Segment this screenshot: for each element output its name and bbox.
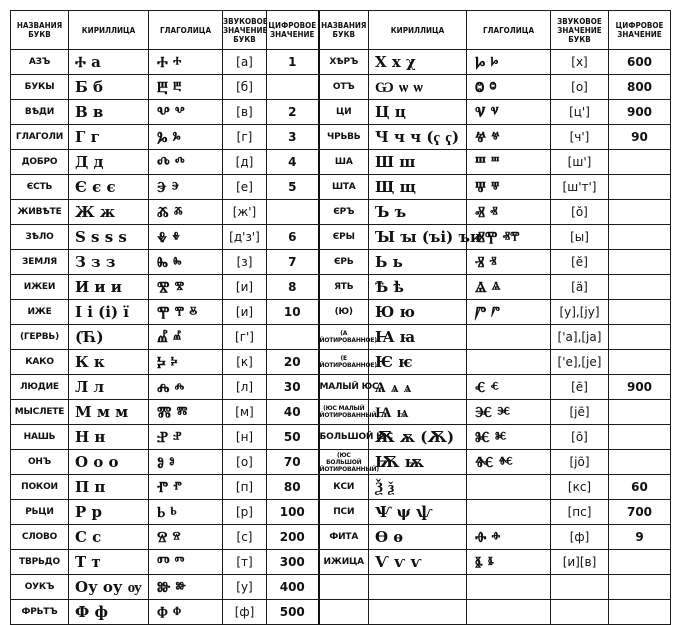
header-sound-2: ЗВУКОВОЕ ЗНАЧЕНИЕ БУКВ [551, 11, 609, 50]
right-cyr-cell: Ꙗ ꙗ [369, 325, 467, 350]
left-num-cell: 500 [267, 600, 319, 625]
right-gla-cell: ⰟⰉ ⱏⰹ [467, 225, 551, 250]
left-gla-cell: Ⰹ ⰹ ⰻ [149, 300, 223, 325]
left-gla-cell: Ⱇ ⱇ [149, 600, 223, 625]
table-row [11, 500, 671, 525]
left-snd-cell: [и] [223, 275, 267, 300]
left-snd-cell: [г'] [223, 325, 267, 350]
left-num-cell: 30 [267, 375, 319, 400]
right-cyr-cell: Ъ ъ [369, 200, 467, 225]
right-cyr-cell: Ш ш [369, 150, 467, 175]
header-cyrillic: КИРИЛЛИЦА [69, 11, 149, 50]
table-row [11, 600, 671, 625]
header-numeric: ЦИФРОВОЕ ЗНАЧЕНИЕ [267, 11, 319, 50]
table-row [11, 250, 671, 275]
right-name-cell: (ЮС БОЛЬШОЙ ЙОТИРОВАННЫЙ) [319, 451, 379, 473]
left-cyr-cell: К к [69, 350, 149, 375]
table-row [11, 550, 671, 575]
left-num-cell: 400 [267, 575, 319, 600]
left-num-cell: 6 [267, 225, 319, 250]
right-snd-cell: [х] [551, 50, 609, 75]
left-gla-cell: Ⱂ ⱂ [149, 475, 223, 500]
left-cyr-cell: Н н [69, 425, 149, 450]
table-row [11, 475, 671, 500]
header-glagolitic-2: ГЛАГОЛИЦА [467, 11, 551, 50]
right-snd-cell: [ẽ] [551, 375, 609, 400]
right-snd-cell [551, 575, 609, 600]
right-cyr-cell: Ꙑ ꙑ (ъі) ъи [369, 225, 467, 250]
right-gla-cell: Ⱔ ⱔ [467, 375, 551, 400]
right-gla-cell: Ⱚ ⱚ [467, 525, 551, 550]
right-gla-cell [467, 350, 551, 375]
table-row [11, 350, 671, 375]
right-cyr-cell: Ѯ ѯ [369, 475, 467, 500]
left-snd-cell: [с] [223, 525, 267, 550]
left-snd-cell: [р] [223, 500, 267, 525]
left-num-cell: 5 [267, 175, 319, 200]
right-cyr-cell: Ѭ ѭ [369, 450, 467, 475]
header-names-2: НАЗВАНИЯ БУКВ [319, 11, 369, 50]
right-name-cell: ЄРЬ [319, 250, 369, 275]
left-num-cell: 300 [267, 550, 319, 575]
left-name-cell: ВѢДИ [11, 100, 69, 125]
right-num-cell: 900 [609, 100, 671, 125]
right-gla-cell [467, 575, 551, 600]
right-num-cell [609, 225, 671, 250]
right-cyr-cell: Х х χ [369, 50, 467, 75]
left-cyr-cell: Б б [69, 75, 149, 100]
right-cyr-cell: Ю ю [369, 300, 467, 325]
left-cyr-cell: Г г [69, 125, 149, 150]
right-gla-cell: Ⱛ ⱛ [467, 550, 551, 575]
left-snd-cell: [д'з'] [223, 225, 267, 250]
right-snd-cell: [ш'] [551, 150, 609, 175]
left-cyr-cell: М м м [69, 400, 149, 425]
right-cyr-cell: Ѳ ѳ [369, 525, 467, 550]
left-gla-cell: Ⰳ ⰳ [149, 125, 223, 150]
left-gla-cell: Ⱁ ⱁ [149, 450, 223, 475]
table-row [11, 525, 671, 550]
left-name-cell: ГЛАГОЛИ [11, 125, 69, 150]
left-gla-cell: Ⰴ ⰴ [149, 150, 223, 175]
right-num-cell: 700 [609, 500, 671, 525]
right-cyr-cell: Ѣ ѣ [369, 275, 467, 300]
left-gla-cell: Ⰱ ⰱ [149, 75, 223, 100]
right-num-cell [609, 600, 671, 625]
left-cyr-cell: Ѕ ѕ ѕ ѕ [69, 225, 149, 250]
left-num-cell: 1 [267, 50, 319, 75]
right-cyr-cell: Ь ь [369, 250, 467, 275]
right-cyr-cell [369, 575, 467, 600]
right-cyr-cell: Ѫ ѫ (Ѫ) [369, 425, 467, 450]
right-gla-cell: Ⱗ ⱗ [467, 400, 551, 425]
right-gla-cell [467, 600, 551, 625]
right-gla-cell: Ⱌ ⱌ [467, 100, 551, 125]
right-name-cell: (Е ЙОТИРОВАННОЕ) [319, 350, 369, 375]
left-snd-cell: [в] [223, 100, 267, 125]
right-cyr-cell: Ѩ ѩ [369, 400, 467, 425]
left-name-cell: РЬЦИ [11, 500, 69, 525]
left-snd-cell: [ф] [223, 600, 267, 625]
left-gla-cell: Ⱆ ⱆ [149, 575, 223, 600]
right-name-cell: (ЮС МАЛЫЙ ЙОТИРОВАННЫЙ) [319, 400, 369, 425]
left-snd-cell: [ж'] [223, 200, 267, 225]
left-num-cell: 2 [267, 100, 319, 125]
right-cyr-cell [369, 600, 467, 625]
left-num-cell [267, 325, 319, 350]
table-row [11, 300, 671, 325]
left-name-cell: ФРЬТЪ [11, 600, 69, 625]
table-row [11, 150, 671, 175]
left-gla-cell: Ⰺ ⰺ [149, 275, 223, 300]
left-snd-cell: [и] [223, 300, 267, 325]
left-name-cell: ИЖЕИ [11, 275, 69, 300]
left-gla-cell: Ⰸ ⰸ [149, 250, 223, 275]
right-name-cell: ЦИ [319, 100, 369, 125]
left-cyr-cell: Л л [69, 375, 149, 400]
right-num-cell [609, 400, 671, 425]
right-snd-cell: [о] [551, 75, 609, 100]
right-name-cell [319, 600, 369, 625]
left-snd-cell: [о] [223, 450, 267, 475]
left-cyr-cell: Оу оу ѹ [69, 575, 149, 600]
left-name-cell: ОНЪ [11, 450, 69, 475]
right-gla-cell [467, 475, 551, 500]
right-cyr-cell: Ѡ ѡ ѡ [369, 75, 467, 100]
left-name-cell: ЖИВѢТЕ [11, 200, 69, 225]
right-snd-cell: [õ] [551, 425, 609, 450]
table-row [11, 100, 671, 125]
left-cyr-cell: И и и [69, 275, 149, 300]
header-row [11, 11, 671, 50]
left-snd-cell: [з] [223, 250, 267, 275]
left-num-cell: 80 [267, 475, 319, 500]
right-snd-cell: [кс] [551, 475, 609, 500]
left-num-cell: 50 [267, 425, 319, 450]
left-name-cell: ДОБРО [11, 150, 69, 175]
left-num-cell: 7 [267, 250, 319, 275]
left-num-cell: 100 [267, 500, 319, 525]
right-snd-cell: [пс] [551, 500, 609, 525]
left-num-cell: 10 [267, 300, 319, 325]
left-snd-cell: [у] [223, 575, 267, 600]
right-gla-cell [467, 500, 551, 525]
header-glagolitic: ГЛАГОЛИЦА [149, 11, 223, 50]
right-cyr-cell: Ѱ ψ ѱ [369, 500, 467, 525]
left-gla-cell: Ⱅ ⱅ [149, 550, 223, 575]
left-snd-cell: [д] [223, 150, 267, 175]
left-num-cell [267, 75, 319, 100]
left-cyr-cell: І і (і) ї [69, 300, 149, 325]
right-name-cell: ИЖИЦА [319, 550, 369, 575]
left-name-cell: ЗЕМЛЯ [11, 250, 69, 275]
left-cyr-cell: В в [69, 100, 149, 125]
table-row [11, 425, 671, 450]
right-gla-cell: Ⱘ ⱘ [467, 425, 551, 450]
right-gla-cell: Ⱋ ⱋ [467, 175, 551, 200]
left-cyr-cell: Ⰰ а [69, 50, 149, 75]
right-name-cell: ПСИ [319, 500, 369, 525]
left-snd-cell: [п] [223, 475, 267, 500]
left-snd-cell: [т] [223, 550, 267, 575]
left-snd-cell: [е] [223, 175, 267, 200]
table-row [11, 400, 671, 425]
right-snd-cell: ['a],[ja] [551, 325, 609, 350]
left-cyr-cell: Т т [69, 550, 149, 575]
right-num-cell: 90 [609, 125, 671, 150]
left-gla-cell: Ⰽ ⰽ [149, 350, 223, 375]
right-name-cell: (Ю) [319, 300, 369, 325]
right-name-cell: ЄРЫ [319, 225, 369, 250]
left-name-cell: ОУКЪ [11, 575, 69, 600]
right-name-cell: ОТЪ [319, 75, 369, 100]
left-gla-cell: Ⰰ ⰰ [149, 50, 223, 75]
right-snd-cell: [ч'] [551, 125, 609, 150]
table-row [11, 75, 671, 100]
right-snd-cell: [ш'т'] [551, 175, 609, 200]
right-snd-cell: [jõ] [551, 450, 609, 475]
left-name-cell: ЄСТЬ [11, 175, 69, 200]
right-snd-cell: [ä] [551, 275, 609, 300]
left-cyr-cell: О о о [69, 450, 149, 475]
right-cyr-cell: Ѧ ѧ ѧ [369, 375, 467, 400]
right-gla-cell: Ⱙ ⱙ [467, 450, 551, 475]
left-cyr-cell: Д д [69, 150, 149, 175]
right-name-cell: МАЛЫЙ ЮС [319, 375, 369, 400]
right-num-cell: 800 [609, 75, 671, 100]
right-name-cell: (А ЙОТИРОВАННОЕ) [319, 325, 369, 350]
right-name-cell: ЧРЬВЬ [319, 125, 369, 150]
left-gla-cell: Ⰶ ⰶ [149, 200, 223, 225]
right-cyr-cell: Ц ц [369, 100, 467, 125]
right-name-cell: ЯТЬ [319, 275, 369, 300]
right-num-cell: 600 [609, 50, 671, 75]
left-num-cell: 70 [267, 450, 319, 475]
left-snd-cell: [г] [223, 125, 267, 150]
left-name-cell: ТВРЬДО [11, 550, 69, 575]
left-name-cell: ПОКОИ [11, 475, 69, 500]
left-gla-cell: Ⱄ ⱄ [149, 525, 223, 550]
right-num-cell [609, 575, 671, 600]
right-gla-cell: Ⱈ ⱈ [467, 50, 551, 75]
right-snd-cell: [jẽ] [551, 400, 609, 425]
header-numeric-2: ЦИФРОВОЕ ЗНАЧЕНИЕ [609, 11, 671, 50]
right-gla-cell [467, 325, 551, 350]
right-snd-cell: [ŏ] [551, 200, 609, 225]
left-num-cell: 20 [267, 350, 319, 375]
right-snd-cell: [у],[jу] [551, 300, 609, 325]
right-name-cell: КСИ [319, 475, 369, 500]
header-sound: ЗВУКОВОЕ ЗНАЧЕНИЕ БУКВ [223, 11, 267, 50]
left-gla-cell: Ⰲ ⰲ [149, 100, 223, 125]
right-num-cell [609, 150, 671, 175]
right-num-cell [609, 175, 671, 200]
left-snd-cell: [к] [223, 350, 267, 375]
left-gla-cell: Ⰵ ⰵ [149, 175, 223, 200]
left-snd-cell: [б] [223, 75, 267, 100]
right-gla-cell: Ⱏ ⱏ [467, 200, 551, 225]
right-name-cell [319, 575, 369, 600]
left-cyr-cell: Р р [69, 500, 149, 525]
table-row [11, 125, 671, 150]
alphabet-table [10, 10, 671, 625]
right-num-cell [609, 200, 671, 225]
table-row [11, 200, 671, 225]
right-num-cell: 9 [609, 525, 671, 550]
right-gla-cell: Ⱉ ⱉ [467, 75, 551, 100]
left-snd-cell: [н] [223, 425, 267, 450]
right-name-cell: ША [319, 150, 369, 175]
left-num-cell: 40 [267, 400, 319, 425]
left-snd-cell: [а] [223, 50, 267, 75]
right-snd-cell: [и][в] [551, 550, 609, 575]
left-name-cell: БУКЫ [11, 75, 69, 100]
left-cyr-cell: Ж ж [69, 200, 149, 225]
header-cyrillic-2: КИРИЛЛИЦА [369, 11, 467, 50]
left-name-cell: ЗѢЛО [11, 225, 69, 250]
table-row [11, 450, 671, 475]
left-gla-cell: Ⱀ ⱀ [149, 425, 223, 450]
right-gla-cell: Ⱑ ⱑ [467, 275, 551, 300]
right-num-cell [609, 275, 671, 300]
right-cyr-cell: Ѵ ѵ ѵ [369, 550, 467, 575]
left-snd-cell: [м] [223, 400, 267, 425]
table-row [11, 175, 671, 200]
left-num-cell: 4 [267, 150, 319, 175]
table-row [11, 325, 671, 350]
table-body [11, 50, 671, 625]
right-num-cell [609, 450, 671, 475]
left-gla-cell: Ⰼ ⰼ [149, 325, 223, 350]
right-name-cell: ХѢРЪ [319, 50, 369, 75]
left-name-cell: НАШЬ [11, 425, 69, 450]
left-gla-cell: Ⱃ ⱃ [149, 500, 223, 525]
right-num-cell [609, 250, 671, 275]
left-name-cell: ЛЮДИЕ [11, 375, 69, 400]
left-name-cell: (ГЕРВЬ) [11, 325, 69, 350]
right-snd-cell: ['e],[je] [551, 350, 609, 375]
left-num-cell: 3 [267, 125, 319, 150]
left-name-cell: МЫСЛЕТЕ [11, 400, 69, 425]
left-cyr-cell: С с [69, 525, 149, 550]
right-num-cell: 900 [609, 375, 671, 400]
right-cyr-cell: Щ щ [369, 175, 467, 200]
table-row [11, 375, 671, 400]
left-cyr-cell: П п [69, 475, 149, 500]
right-num-cell [609, 550, 671, 575]
right-name-cell: ШТА [319, 175, 369, 200]
right-gla-cell: Ⱎ ⱎ [467, 150, 551, 175]
left-name-cell: СЛОВО [11, 525, 69, 550]
left-name-cell: КАКО [11, 350, 69, 375]
table-row [11, 275, 671, 300]
right-num-cell [609, 325, 671, 350]
left-cyr-cell: Ф ф [69, 600, 149, 625]
right-gla-cell: Ⱍ ⱍ [467, 125, 551, 150]
left-cyr-cell: (Ћ) [69, 325, 149, 350]
right-gla-cell: Ⱐ ⱐ [467, 250, 551, 275]
right-cyr-cell: Ѥ ѥ [369, 350, 467, 375]
left-name-cell: АЗЪ [11, 50, 69, 75]
right-num-cell [609, 350, 671, 375]
left-num-cell: 8 [267, 275, 319, 300]
left-gla-cell: Ⰷ ⰷ [149, 225, 223, 250]
right-num-cell: 60 [609, 475, 671, 500]
right-name-cell: ЄРЪ [319, 200, 369, 225]
table-row [11, 50, 671, 75]
right-num-cell [609, 425, 671, 450]
left-snd-cell: [л] [223, 375, 267, 400]
table-row [11, 225, 671, 250]
left-gla-cell: Ⰿ ⰿ [149, 400, 223, 425]
left-gla-cell: Ⰾ ⰾ [149, 375, 223, 400]
left-num-cell [267, 200, 319, 225]
right-snd-cell [551, 600, 609, 625]
right-gla-cell: Ⱓ ⱓ [467, 300, 551, 325]
table-row [11, 575, 671, 600]
left-name-cell: ИЖЕ [11, 300, 69, 325]
right-cyr-cell: Ч ч ч (ҁ ҁ) [369, 125, 467, 150]
right-snd-cell: [ф] [551, 525, 609, 550]
right-snd-cell: [ы] [551, 225, 609, 250]
left-num-cell: 200 [267, 525, 319, 550]
left-cyr-cell: Є є є [69, 175, 149, 200]
right-name-cell: ФИТА [319, 525, 369, 550]
left-cyr-cell: З з з [69, 250, 149, 275]
right-snd-cell: [ĕ] [551, 250, 609, 275]
header-names: НАЗВАНИЯ БУКВ [11, 11, 69, 50]
right-snd-cell: [ц'] [551, 100, 609, 125]
right-num-cell [609, 300, 671, 325]
right-name-cell: БОЛЬШОЙ ЮС [319, 425, 369, 450]
